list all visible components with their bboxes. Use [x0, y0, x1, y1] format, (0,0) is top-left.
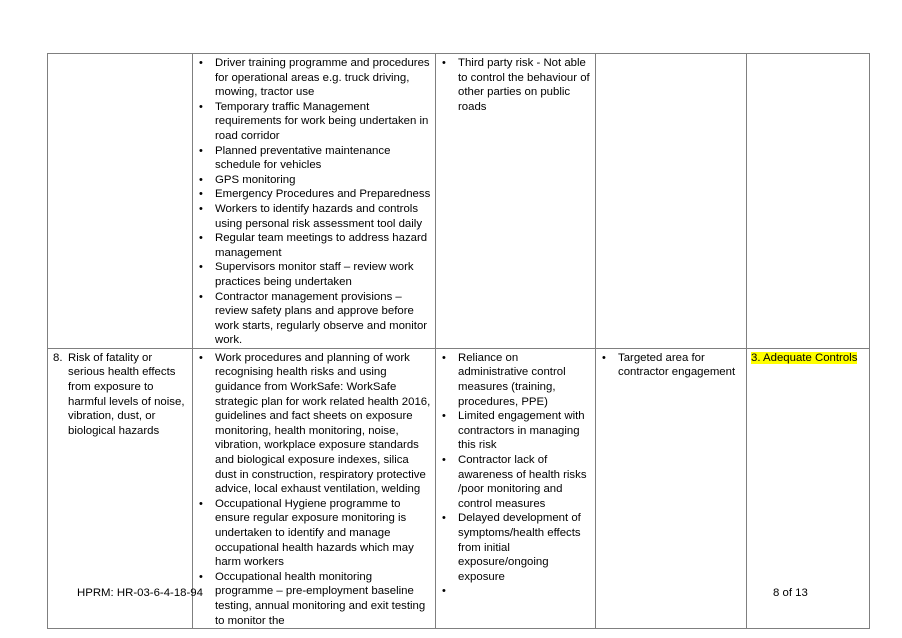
- list-item: • Contractor lack of awareness of health risks /poor monitoring and control measures: [442, 454, 587, 510]
- list-item: • Limited engagement with contractors in managing this risk: [442, 410, 585, 452]
- bullet-icon: •: [442, 512, 446, 525]
- table-row: [48, 54, 870, 349]
- risk-number: 8.: [53, 351, 63, 364]
- bullet-icon: •: [442, 410, 446, 423]
- bullet-icon: •: [199, 570, 203, 583]
- risk-text: Risk of fatality or serious health effects from exposure to harmful levels of noise, vibration, dust, or biological hazards: [68, 351, 185, 437]
- bullet-icon: •: [442, 585, 446, 598]
- bullet-icon: •: [199, 100, 203, 113]
- gaps-cell: [436, 54, 596, 349]
- controls-cell: [193, 348, 436, 628]
- rating-badge: 3. Adequate Controls: [751, 351, 858, 364]
- controls-cell: [193, 54, 436, 349]
- controls-list: [198, 56, 431, 348]
- list-item: • Third party risk - Not able to control the behaviour of other parties on public roads: [442, 57, 590, 113]
- bullet-icon: •: [199, 290, 203, 303]
- list-item: • Targeted area for contractor engagement: [602, 351, 736, 379]
- bullet-icon: •: [199, 144, 203, 157]
- bullet-icon: •: [199, 57, 203, 69]
- list-item: • Driver training programme and procedures for operational areas e.g. truck driving, mowing, tractor use: [199, 57, 430, 99]
- list-item: • Planned preventative maintenance schedule for vehicles: [199, 144, 391, 172]
- bullet-icon: •: [199, 188, 203, 201]
- bullet-icon: •: [199, 232, 203, 245]
- gaps-list: [441, 56, 591, 114]
- bullet-icon: •: [442, 57, 446, 69]
- risk-description: [53, 351, 188, 439]
- list-item: • Delayed development of symptoms/health effects from initial exposure/ongoing exposure: [442, 512, 581, 583]
- bullet-icon: •: [199, 261, 203, 274]
- actions-list: [601, 351, 742, 380]
- bullet-icon: •: [442, 351, 446, 364]
- list-item: • Regular team meetings to address hazard management: [199, 232, 428, 259]
- page-number: 8 of 13: [773, 587, 808, 599]
- list-item: • Temporary traffic Management requirements for work being undertaken in road corridor: [199, 100, 429, 142]
- actions-cell: [596, 348, 747, 628]
- list-item: • Reliance on administrative control measures (training, procedures, PPE): [442, 351, 566, 408]
- bullet-icon: •: [199, 202, 203, 215]
- list-item: • GPS monitoring: [199, 173, 296, 186]
- list-item: • Emergency Procedures and Preparedness: [199, 188, 431, 201]
- bullet-icon: •: [199, 497, 203, 510]
- rating-cell: [747, 54, 870, 349]
- list-item: • Supervisors monitor staff – review work practices being undertaken: [199, 261, 414, 288]
- list-item: • Work procedures and planning of work recognising health risks and using guidance from WorkSafe: WorkSafe strategic plan for work related health 2016, guidelines and fact sheets on exposure monitoring, health monitoring, noise, vibration, workplace exposure standards and biological exposure indexes, silica dust in construction, respiratory protective advice, local exhaust ventilation, welding: [199, 351, 431, 496]
- gaps-list: [441, 351, 591, 598]
- bullet-icon: •: [602, 351, 606, 364]
- list-item: • Workers to identify hazards and controls using personal risk assessment tool daily: [199, 202, 423, 230]
- list-item: • Occupational health monitoring programme – pre-employment baseline testing, annual monitoring and exit testing to monitor the: [199, 570, 426, 627]
- list-item: • Occupational Hygiene programme to ensure regular exposure monitoring is undertaken to identify and manage occupational health hazards which may harm workers: [199, 497, 414, 569]
- list-item: • Contractor management provisions – review safety plans and approve before work starts, regularly observe and monitor work.: [199, 290, 428, 347]
- bullet-icon: •: [442, 454, 446, 467]
- risk-cell: [48, 54, 193, 349]
- actions-cell: [596, 54, 747, 349]
- risk-table: [47, 53, 870, 629]
- rating-cell: [747, 348, 870, 628]
- bullet-icon: •: [199, 173, 203, 186]
- document-reference: HPRM: HR-03-6-4-18-94: [77, 587, 203, 599]
- gaps-cell: [436, 348, 596, 628]
- controls-list: [198, 351, 431, 628]
- bullet-icon: •: [199, 351, 203, 364]
